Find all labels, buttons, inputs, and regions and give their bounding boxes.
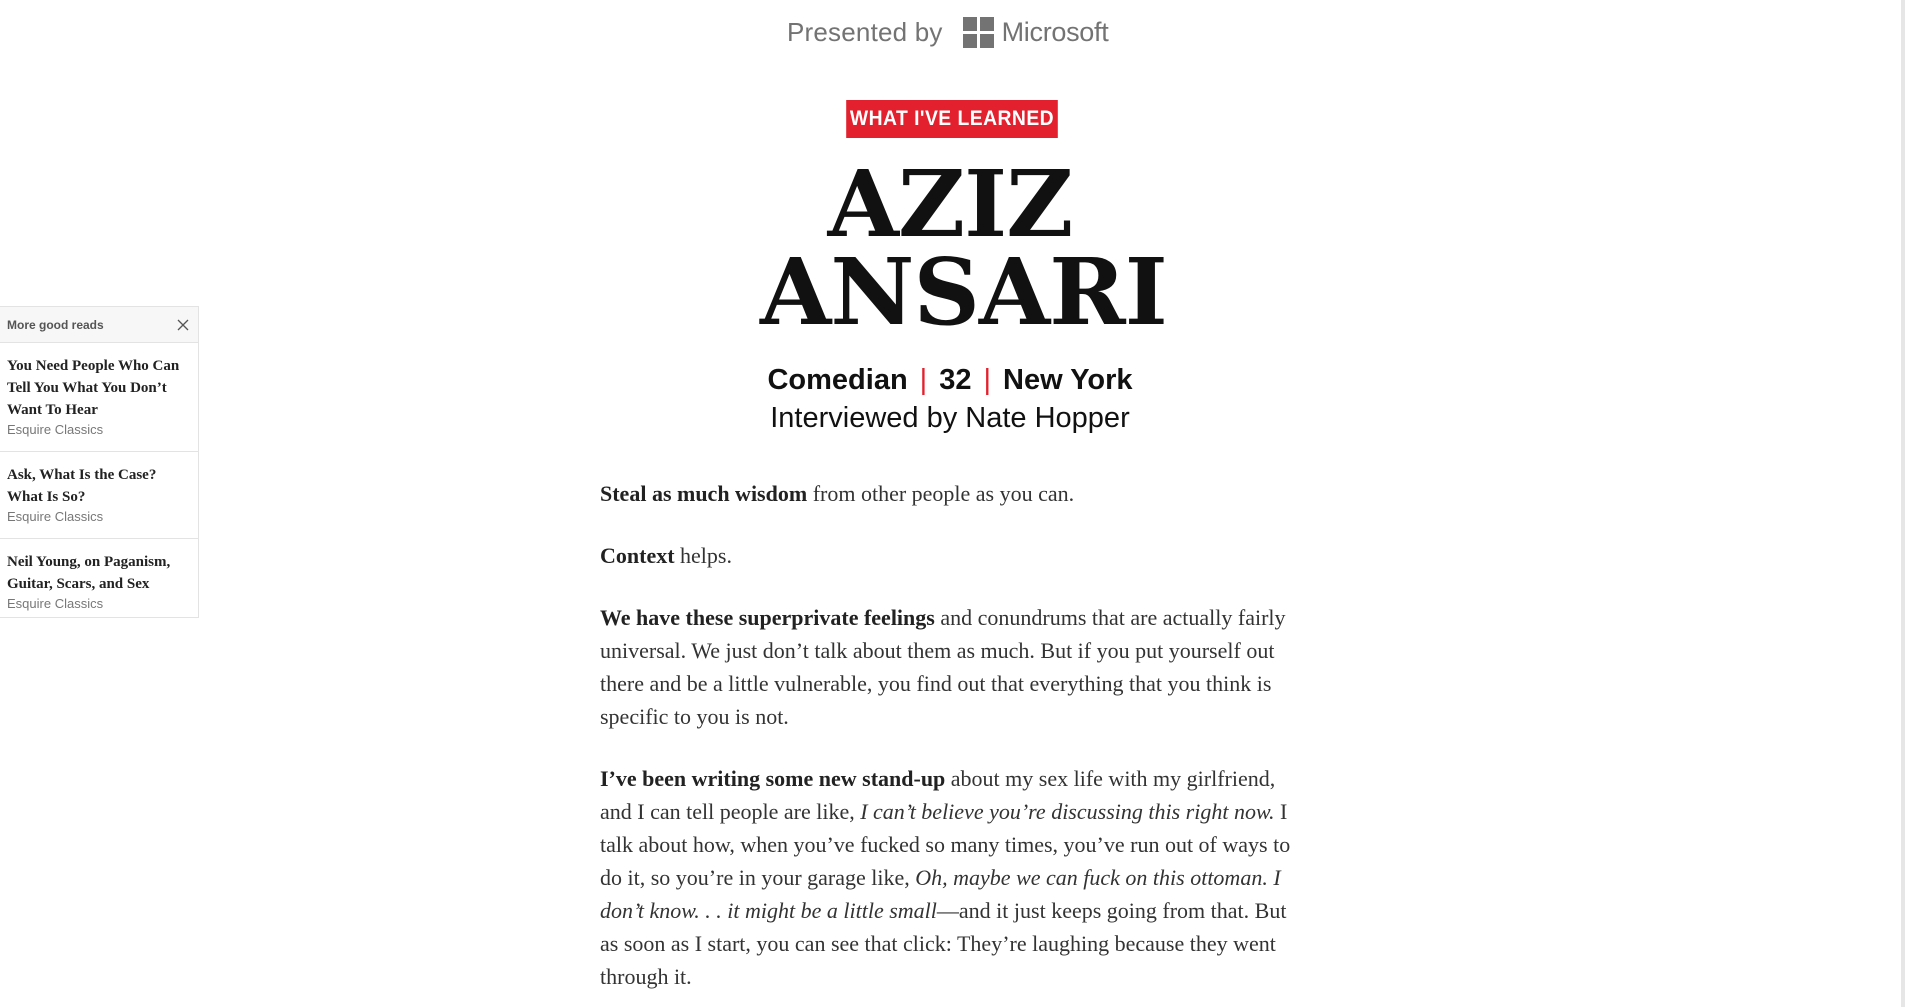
microsoft-logo-icon [963, 17, 994, 48]
recommended-item-title[interactable]: You Need People Who Can Tell You What You Don’t Want To Hear [7, 358, 180, 418]
paragraph-lead: I’ve been writing some new stand-up [600, 766, 946, 791]
meta-separator: | [983, 364, 992, 396]
panel-header [0, 307, 198, 343]
panel-title: More good reads [7, 317, 104, 332]
interviewer-credit: Interviewed by Nate Hopper [770, 402, 1130, 434]
article-paragraph [600, 762, 1305, 993]
paragraph-text: I talk about how, when you’ve fucked so many times, you’ve run out of ways to do it, so you’re in your garage like, [600, 799, 1291, 890]
sponsor-brand: Microsoft [1001, 16, 1109, 47]
paragraph-lead: Steal as much wisdom [600, 481, 808, 506]
recommended-item-source: Esquire Classics [7, 509, 104, 524]
article-paragraph [600, 539, 1305, 572]
subject-name-line1: AZIZ [827, 150, 1073, 258]
sponsor-banner[interactable] [787, 14, 1108, 50]
paragraph-lead: We have these superprivate feelings [600, 605, 935, 630]
recommended-item[interactable] [0, 539, 198, 625]
subject-name [760, 150, 1167, 346]
more-good-reads-panel [0, 306, 199, 618]
recommended-item-source: Esquire Classics [7, 422, 104, 437]
paragraph-text: —and it just keeps going from that. But as soon as I start, you can see that click: They’re laughing because they went through it. [600, 898, 1287, 989]
recommended-item-title[interactable]: Ask, What Is the Case? What Is So? [7, 467, 157, 505]
article-paragraph [600, 601, 1305, 733]
close-icon[interactable] [174, 316, 192, 334]
paragraph-text: about my sex life with my girlfriend, and I can tell people are like, [600, 766, 1276, 824]
paragraph-lead: Context [600, 543, 675, 568]
column-badge: WHAT I'VE LEARNED [846, 100, 1058, 138]
subject-age: 32 [939, 364, 972, 396]
subject-occupation: Comedian [767, 364, 908, 396]
recommended-item[interactable] [0, 452, 198, 539]
subject-location: New York [1003, 364, 1133, 396]
recommended-item-source: Esquire Classics [7, 596, 104, 611]
paragraph-italic: Oh, maybe we can fuck on this ottoman. I don’t know. . . it might be a little small [600, 865, 1281, 923]
subject-name-line2: ANSARI [760, 238, 1167, 346]
paragraph-italic: I can’t believe you’re discussing this right now. [860, 799, 1275, 824]
paragraph-text: and conundrums that are actually fairly universal. We just don’t talk about them as much. But if you put yourself out there and be a little vulnerable, you find out that everything that you think is specific to you is not. [600, 605, 1286, 729]
subject-meta [740, 364, 1160, 397]
close-icon-glyph [177, 319, 189, 331]
article-body [600, 477, 1305, 1007]
recommended-item-title[interactable]: Neil Young, on Paganism, Guitar, Scars, and Sex [7, 554, 171, 592]
sponsor-label: Presented by [787, 16, 943, 47]
meta-separator: | [919, 364, 928, 396]
paragraph-text: helps. [674, 543, 732, 568]
article-paragraph [600, 477, 1305, 510]
paragraph-text: from other people as you can. [807, 481, 1075, 506]
recommended-item[interactable] [0, 343, 198, 452]
scrollbar[interactable] [1901, 0, 1905, 1007]
